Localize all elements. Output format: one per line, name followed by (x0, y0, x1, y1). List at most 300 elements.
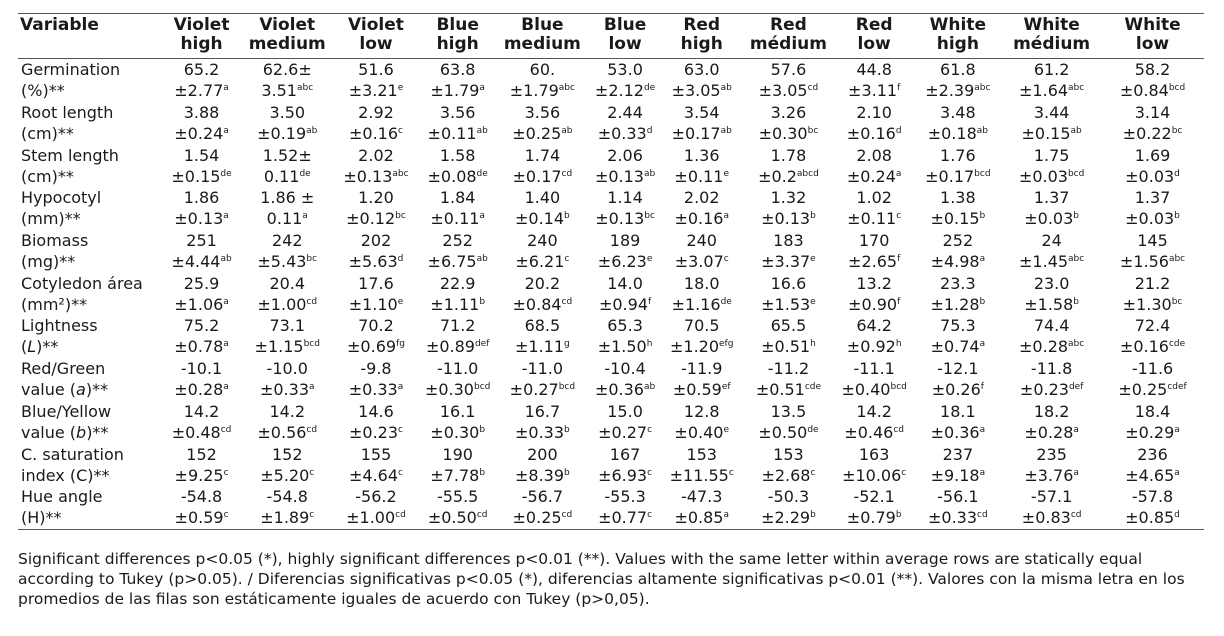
tukey-letters: def (1068, 382, 1084, 393)
tukey-letters: c (723, 254, 729, 265)
standard-deviation: ±0.2 (758, 166, 797, 186)
data-cell (419, 230, 496, 273)
tukey-letters: b (810, 211, 816, 222)
standard-deviation: ±0.23 (348, 422, 399, 442)
sd-line (242, 379, 333, 400)
variable-unit: (%)** (21, 81, 65, 101)
mean-value: 1.78 (770, 145, 807, 165)
data-cell (1101, 102, 1204, 145)
standard-deviation: ±0.17 (671, 124, 721, 144)
standard-deviation: ±0.13 (595, 209, 645, 229)
sd-line (161, 507, 242, 528)
tukey-letters: d (895, 126, 902, 137)
tukey-letters: b (479, 296, 486, 307)
data-cell (835, 187, 914, 230)
mean-value: 13.2 (856, 273, 892, 293)
mean-value: 21.2 (1134, 273, 1171, 293)
tukey-letters: b (564, 467, 570, 478)
mean-value: 18.0 (683, 273, 720, 293)
mean-value: 63.0 (683, 60, 720, 80)
column-header (333, 14, 420, 59)
standard-deviation: ±0.33 (928, 508, 978, 528)
tukey-letters: g (564, 339, 570, 350)
standard-deviation: ±9.18 (930, 465, 980, 485)
mean-value: -56.1 (937, 487, 979, 507)
tukey-letters: bc (644, 211, 655, 222)
sd-line (742, 166, 835, 187)
mean-value: 2.02 (358, 145, 394, 165)
variable-unit: (mm)** (21, 209, 81, 229)
sd-line (333, 465, 420, 486)
data-cell (1002, 315, 1101, 358)
column-header-intensity: high (436, 34, 479, 54)
data-cell (661, 443, 742, 486)
sd-line (419, 379, 496, 400)
standard-deviation: ±5.63 (348, 252, 398, 272)
variable-label (18, 59, 161, 102)
standard-deviation: ±0.77 (598, 508, 648, 528)
mean-value: 23.3 (940, 273, 976, 293)
column-header-intensity: low (857, 34, 891, 54)
standard-deviation: ±0.79 (846, 508, 896, 528)
sd-line (333, 507, 420, 528)
sd-line (742, 123, 835, 144)
standard-deviation: ±0.51 (755, 380, 805, 400)
sd-line (1002, 80, 1101, 101)
standard-deviation: ±3.05 (758, 81, 808, 101)
tukey-letters: abcd (796, 168, 819, 179)
mean-value: 1.76 (940, 145, 976, 165)
data-cell (742, 358, 835, 401)
standard-deviation: ±0.36 (930, 422, 980, 442)
sd-line (496, 422, 589, 443)
data-cell (242, 401, 333, 444)
variable-label (18, 102, 161, 145)
mean-value: 1.40 (524, 188, 561, 208)
sd-line (419, 294, 496, 315)
tukey-letters: cde (1168, 339, 1186, 350)
data-cell (242, 144, 333, 187)
sd-line (742, 336, 835, 357)
mean-value: 1.54 (183, 145, 220, 165)
sd-line (1101, 123, 1204, 144)
data-cell (419, 401, 496, 444)
data-cell (835, 358, 914, 401)
column-header (242, 14, 333, 59)
data-cell (333, 187, 420, 230)
data-cell (913, 358, 1002, 401)
tukey-letters: abc (974, 83, 991, 94)
sd-line (835, 208, 914, 229)
mean-value: 44.8 (856, 60, 892, 80)
mean-value: 2.06 (607, 145, 643, 165)
data-cell (835, 230, 914, 273)
data-cell (242, 358, 333, 401)
sd-line (161, 251, 242, 272)
tukey-letters: ab (220, 254, 232, 265)
tukey-letters: cdef (1167, 382, 1187, 393)
sd-line (913, 507, 1002, 528)
data-cell (242, 187, 333, 230)
column-header (913, 14, 1002, 59)
tukey-letters: cd (306, 296, 318, 307)
data-cell (661, 187, 742, 230)
standard-deviation: ±0.08 (427, 166, 477, 186)
standard-deviation: 0.11 (266, 209, 303, 229)
mean-value: 1.37 (1033, 188, 1070, 208)
variable-unit: (L)** (21, 337, 59, 357)
tukey-letters: ab (643, 168, 656, 179)
mean-value: 3.54 (683, 103, 720, 123)
data-cell (835, 102, 914, 145)
standard-deviation: ±0.24 (846, 166, 896, 186)
data-cell (419, 486, 496, 529)
data-cell (835, 59, 914, 102)
data-cell (161, 443, 242, 486)
standard-deviation: ±0.33 (597, 124, 647, 144)
tukey-letters: f (897, 296, 901, 307)
variable-label (18, 272, 161, 315)
mean-value: 23.0 (1033, 273, 1070, 293)
mean-value: 3.14 (1134, 103, 1171, 123)
data-cell (835, 443, 914, 486)
data-cell (661, 272, 742, 315)
standard-deviation: ±1.30 (1122, 294, 1172, 314)
tukey-letters: abc (1168, 254, 1186, 265)
data-cell (161, 144, 242, 187)
tukey-letters: cd (893, 424, 904, 435)
column-header-intensity: high (936, 34, 979, 54)
standard-deviation: ±1.58 (1024, 294, 1074, 314)
tukey-letters: b (1073, 211, 1079, 222)
standard-deviation: ±2.39 (925, 81, 975, 101)
mean-value: -55.5 (436, 487, 479, 507)
standard-deviation: ±3.21 (348, 81, 398, 101)
table-row (18, 401, 1204, 444)
tukey-letters: a (223, 83, 229, 94)
sd-line (333, 166, 420, 187)
mean-value: 235 (1036, 444, 1067, 464)
data-cell (496, 102, 589, 145)
sd-line (835, 251, 914, 272)
data-cell (333, 315, 420, 358)
mean-value: 152 (186, 444, 217, 464)
standard-deviation: ±0.29 (1125, 422, 1175, 442)
sd-line (242, 507, 333, 528)
standard-deviation: ±6.21 (515, 252, 565, 272)
tukey-letters: a (309, 382, 315, 393)
tukey-letters: ab (1070, 126, 1082, 137)
mean-value: -10.0 (266, 359, 308, 379)
data-cell (742, 102, 835, 145)
mean-value: 242 (271, 231, 303, 251)
tukey-letters: bcd (974, 168, 991, 179)
data-cell (1002, 59, 1101, 102)
column-header-intensity: médium (1013, 34, 1091, 54)
mean-value: 1.74 (524, 145, 561, 165)
mean-value: 2.10 (856, 103, 892, 123)
sd-line (496, 336, 589, 357)
sd-line (1101, 251, 1204, 272)
standard-deviation: ±0.27 (598, 422, 648, 442)
data-cell (742, 230, 835, 273)
standard-deviation: ±1.45 (1019, 252, 1069, 272)
sd-line (913, 80, 1002, 101)
data-cell (835, 272, 914, 315)
data-cell (496, 358, 589, 401)
data-cell (419, 443, 496, 486)
data-cell (589, 272, 662, 315)
sd-line (742, 465, 835, 486)
standard-deviation: ±0.11 (430, 209, 480, 229)
standard-deviation: ±0.50 (427, 508, 477, 528)
standard-deviation: ±1.00 (346, 508, 396, 528)
standard-deviation: ±0.15 (930, 209, 980, 229)
sd-line (835, 123, 914, 144)
standard-deviation: ±0.92 (846, 337, 896, 357)
tukey-letters: c (896, 211, 902, 222)
standard-deviation: ±0.46 (844, 422, 894, 442)
standard-deviation: ±0.89 (425, 337, 475, 357)
tukey-letters: c (398, 424, 403, 435)
sd-line (496, 251, 589, 272)
sd-line (419, 422, 496, 443)
standard-deviation: ±5.20 (260, 465, 310, 485)
mean-value: 68.5 (524, 316, 561, 336)
standard-deviation: ±1.00 (257, 294, 307, 314)
mean-value: 15.0 (607, 401, 643, 421)
tukey-letters: bc (306, 254, 318, 265)
tukey-letters: c (901, 467, 907, 478)
mean-value: 240 (527, 231, 558, 251)
column-header-intensity: low (359, 34, 393, 54)
results-table-container (18, 13, 1204, 530)
tukey-letters: abc (1068, 83, 1085, 94)
data-cell (161, 102, 242, 145)
variable-unit: (cm)** (21, 166, 74, 186)
standard-deviation: ±1.11 (430, 294, 480, 314)
variable-name: Lightness (21, 316, 98, 336)
sd-line (742, 422, 835, 443)
mean-value: 61.8 (940, 60, 976, 80)
standard-deviation: ±0.40 (674, 422, 724, 442)
mean-value: 3.44 (1033, 103, 1070, 123)
tukey-letters: c (398, 467, 403, 478)
sd-line (496, 123, 589, 144)
tukey-letters: b (979, 211, 986, 222)
variable-label (18, 443, 161, 486)
sd-line (161, 422, 242, 443)
mean-value: 153 (773, 444, 804, 464)
column-header-intensity: low (608, 34, 642, 54)
standard-deviation: 3.51 (261, 81, 297, 101)
tukey-letters: c (309, 467, 315, 478)
sd-line (1101, 208, 1204, 229)
data-cell (661, 230, 742, 273)
data-cell (1002, 443, 1101, 486)
tukey-letters: ab (976, 126, 988, 137)
tukey-letters: e (397, 83, 404, 94)
data-cell (419, 358, 496, 401)
mean-value: 18.2 (1033, 401, 1070, 421)
variable-label (18, 401, 161, 444)
sd-line (589, 80, 662, 101)
data-cell (333, 401, 420, 444)
sd-line (161, 465, 242, 486)
mean-value: 58.2 (1134, 60, 1171, 80)
sd-line (835, 465, 914, 486)
tukey-letters: c (564, 254, 570, 265)
tukey-letters: e (646, 254, 653, 265)
tukey-letters: c (647, 424, 653, 435)
sd-line (742, 208, 835, 229)
sd-line (333, 294, 420, 315)
variable-name: Hypocotyl (21, 188, 102, 208)
sd-line (742, 379, 835, 400)
mean-value: 251 (186, 231, 217, 251)
mean-value: -55.3 (604, 487, 646, 507)
standard-deviation: ±0.23 (1019, 380, 1069, 400)
data-cell (1101, 59, 1204, 102)
tukey-letters: abc (558, 83, 575, 94)
sd-line (333, 123, 420, 144)
tukey-letters: cd (561, 296, 573, 307)
tukey-letters: ab (476, 126, 488, 137)
data-cell (835, 401, 914, 444)
data-cell (1101, 272, 1204, 315)
data-cell (661, 401, 742, 444)
table-row (18, 187, 1204, 230)
mean-value: -47.3 (681, 487, 723, 507)
tukey-letters: de (299, 168, 311, 179)
standard-deviation: 0.11 (263, 166, 300, 186)
tukey-letters: bc (807, 126, 819, 137)
variable-name: C. saturation (21, 444, 124, 464)
column-header (161, 14, 242, 59)
tukey-letters: de (720, 296, 732, 307)
standard-deviation: ±6.75 (427, 252, 477, 272)
mean-value: 12.8 (683, 401, 720, 421)
mean-value: 65.3 (607, 316, 643, 336)
table-row (18, 486, 1204, 529)
mean-value: 1.69 (1134, 145, 1171, 165)
tukey-letters: bcd (558, 382, 576, 393)
table-row (18, 230, 1204, 273)
tukey-letters: ab (720, 83, 732, 94)
data-cell (419, 315, 496, 358)
mean-value: 65.2 (183, 60, 220, 80)
data-cell (742, 401, 835, 444)
sd-line (496, 166, 589, 187)
tukey-letters: a (1174, 424, 1180, 435)
data-cell (1002, 187, 1101, 230)
column-header-intensity: medium (503, 34, 581, 54)
table-row (18, 102, 1204, 145)
sd-line (1101, 336, 1204, 357)
sd-line (742, 507, 835, 528)
mean-value: 170 (858, 231, 890, 251)
mean-value: 75.2 (183, 316, 220, 336)
table-body (18, 59, 1204, 530)
sd-line (913, 336, 1002, 357)
tukey-letters: c (309, 510, 315, 521)
sd-line (913, 465, 1002, 486)
sd-line (835, 80, 914, 101)
variable-unit: (H)** (21, 508, 62, 528)
tukey-letters: d (1174, 510, 1180, 521)
column-header-intensity: medium (248, 34, 326, 54)
standard-deviation: ±0.56 (257, 422, 307, 442)
sd-line (913, 208, 1002, 229)
sd-line (661, 507, 742, 528)
mean-value: 1.75 (1033, 145, 1070, 165)
tukey-letters: c (223, 510, 229, 521)
data-cell (1101, 443, 1204, 486)
data-cell (589, 486, 662, 529)
standard-deviation: ±0.22 (1122, 124, 1172, 144)
tukey-letters: b (979, 296, 986, 307)
data-cell (1002, 272, 1101, 315)
standard-deviation: ±0.51 (761, 337, 811, 357)
sd-line (496, 507, 589, 528)
table-row (18, 59, 1204, 102)
standard-deviation: ±2.77 (174, 81, 224, 101)
sd-line (496, 465, 589, 486)
standard-deviation: ±2.12 (594, 81, 644, 101)
tukey-letters: cd (395, 510, 406, 521)
variable-label (18, 315, 161, 358)
tukey-letters: f (897, 254, 901, 265)
tukey-letters: cd (561, 168, 573, 179)
standard-deviation: ±3.05 (671, 81, 721, 101)
variable-label (18, 486, 161, 529)
data-cell (589, 443, 662, 486)
data-cell (1002, 486, 1101, 529)
tukey-letters: a (979, 254, 986, 265)
mean-value: -56.2 (355, 487, 397, 507)
mean-value: 20.2 (524, 273, 561, 293)
tukey-letters: ab (476, 254, 488, 265)
mean-value: 18.1 (940, 401, 976, 421)
standard-deviation: ±1.06 (174, 294, 224, 314)
mean-value: 60. (529, 60, 556, 80)
mean-value: 16.6 (770, 273, 807, 293)
data-cell (589, 187, 662, 230)
mean-value: -11.0 (521, 359, 564, 379)
tukey-letters: c (810, 467, 816, 478)
mean-value: 1.14 (607, 188, 643, 208)
sd-line (589, 336, 662, 357)
mean-value: 252 (942, 231, 974, 251)
data-cell (661, 144, 742, 187)
data-cell (333, 230, 420, 273)
data-cell (161, 486, 242, 529)
standard-deviation: ±1.64 (1019, 81, 1069, 101)
data-cell (835, 315, 914, 358)
tukey-letters: bc (1171, 126, 1183, 137)
sd-line (835, 422, 914, 443)
tukey-letters: a (1174, 467, 1180, 478)
standard-deviation: ±4.64 (348, 465, 399, 485)
mean-value: 1.86 (183, 188, 220, 208)
data-cell (742, 272, 835, 315)
sd-line (161, 166, 242, 187)
sd-line (589, 507, 662, 528)
column-header (835, 14, 914, 59)
mean-value: 74.4 (1033, 316, 1070, 336)
standard-deviation: ±0.13 (174, 209, 224, 229)
column-header-intensity: low (1135, 34, 1170, 54)
